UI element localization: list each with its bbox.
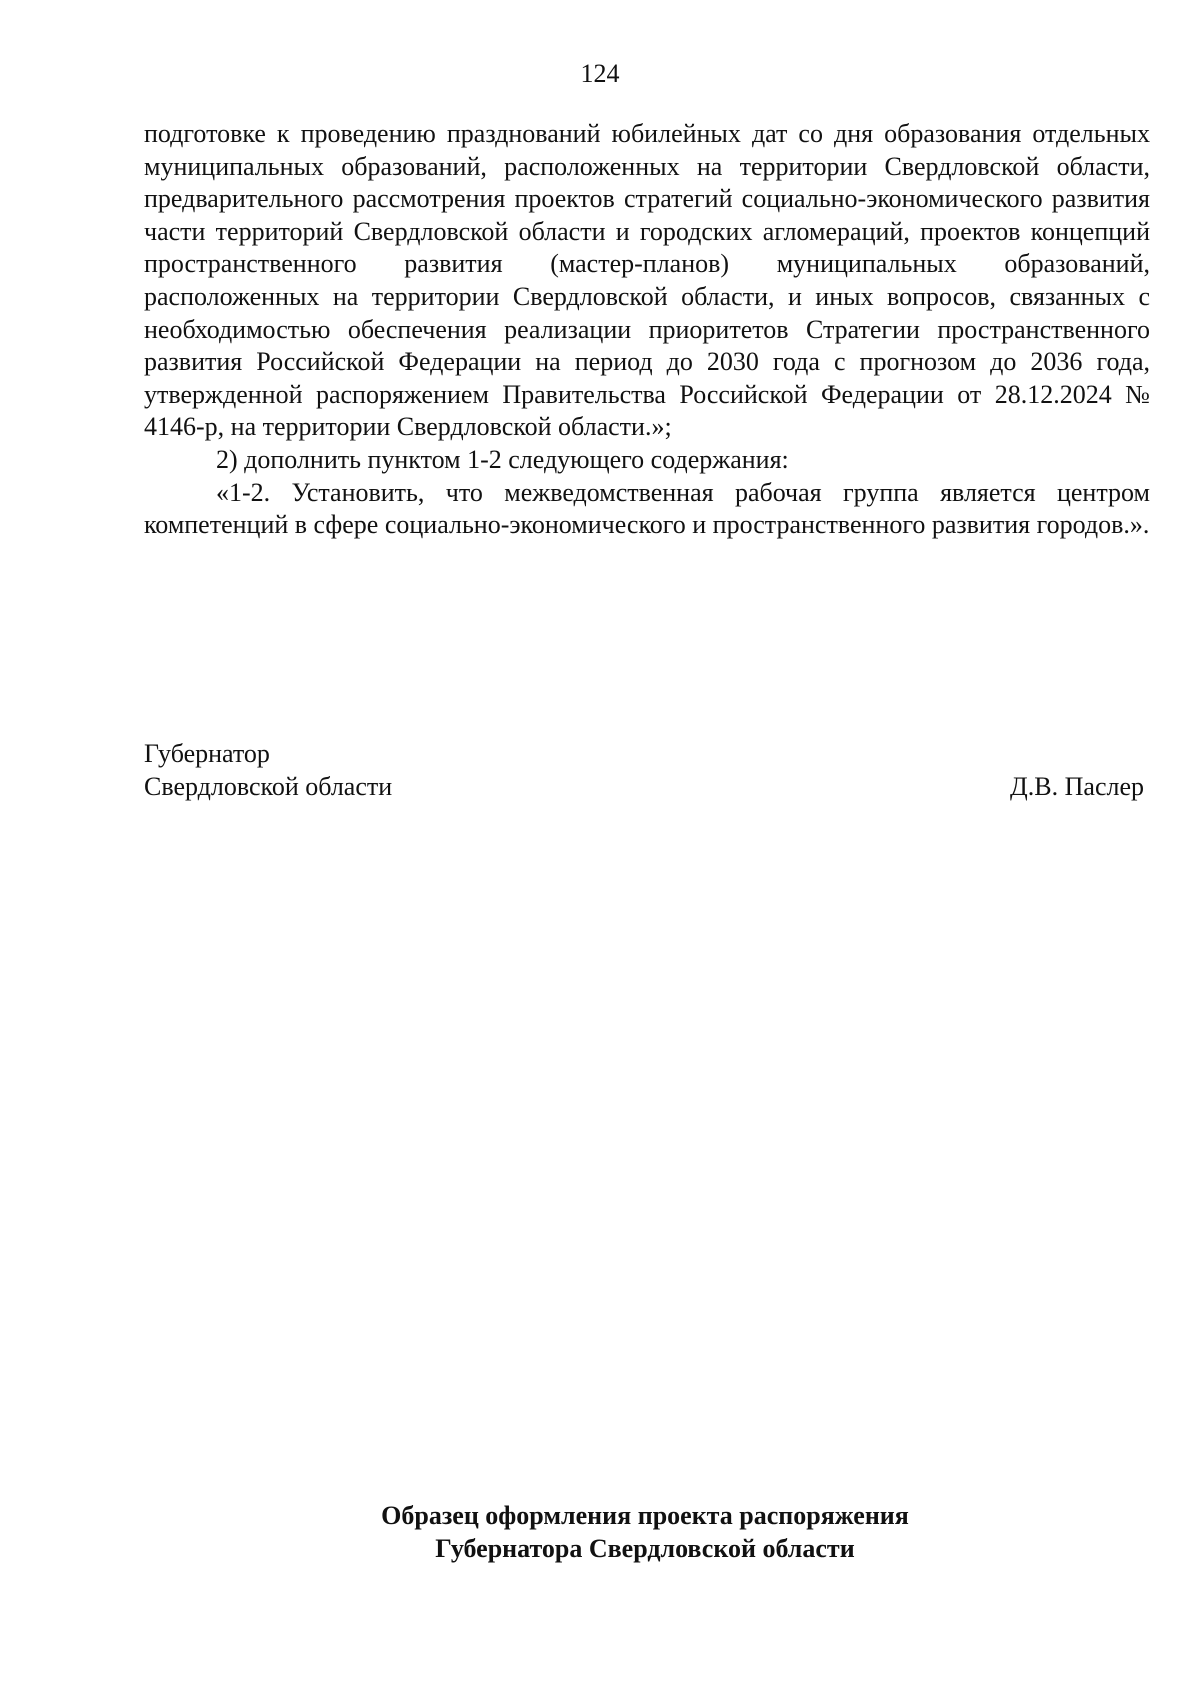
- document-body: [144, 118, 1150, 542]
- sample-heading-line1: Образец оформления проекта распоряжения: [381, 1501, 909, 1530]
- paragraph-continuation: подготовке к проведению празднований юбилейных дат со дня образования отдельных муниципальных образований, расположенных на территории Свердловской области, предварительного рассмотрения проектов стратегий социально-экономического развития части территорий Свердловской области и городских агломераций, проектов концепций пространственного развития (мастер-планов) муниципальных образований, расположенных на территории Свердловской области, и иных вопросов, связанных с необходимостью обеспечения реализации приоритетов Стратегии пространственного развития Российской Федерации на период до 2030 года с прогнозом до 2036 года, утвержденной распоряжением Правительства Российской Федерации от 28.12.2024 № 4146-р, на территории Свердловской области.»;: [144, 119, 1150, 442]
- signatory-name: Д.В. Паслер: [1010, 771, 1144, 801]
- paragraph-amendment-item: 2) дополнить пунктом 1-2 следующего содержания:: [216, 444, 789, 474]
- sample-heading: [0, 1500, 1200, 1565]
- page-number: 124: [580, 59, 620, 88]
- signature-row: [144, 771, 1150, 804]
- paragraph-new-clause: «1-2. Установить, что межведомственная рабочая группа является центром компетенций в сфере социально-экономического и пространственного развития городов.».: [144, 477, 1150, 540]
- signatory-position-line1: Губернатор: [144, 739, 270, 768]
- signature-block: [144, 738, 1150, 803]
- signatory-position-line2: Свердловской области: [144, 771, 393, 801]
- sample-heading-line2: Губернатора Свердловской области: [435, 1533, 855, 1563]
